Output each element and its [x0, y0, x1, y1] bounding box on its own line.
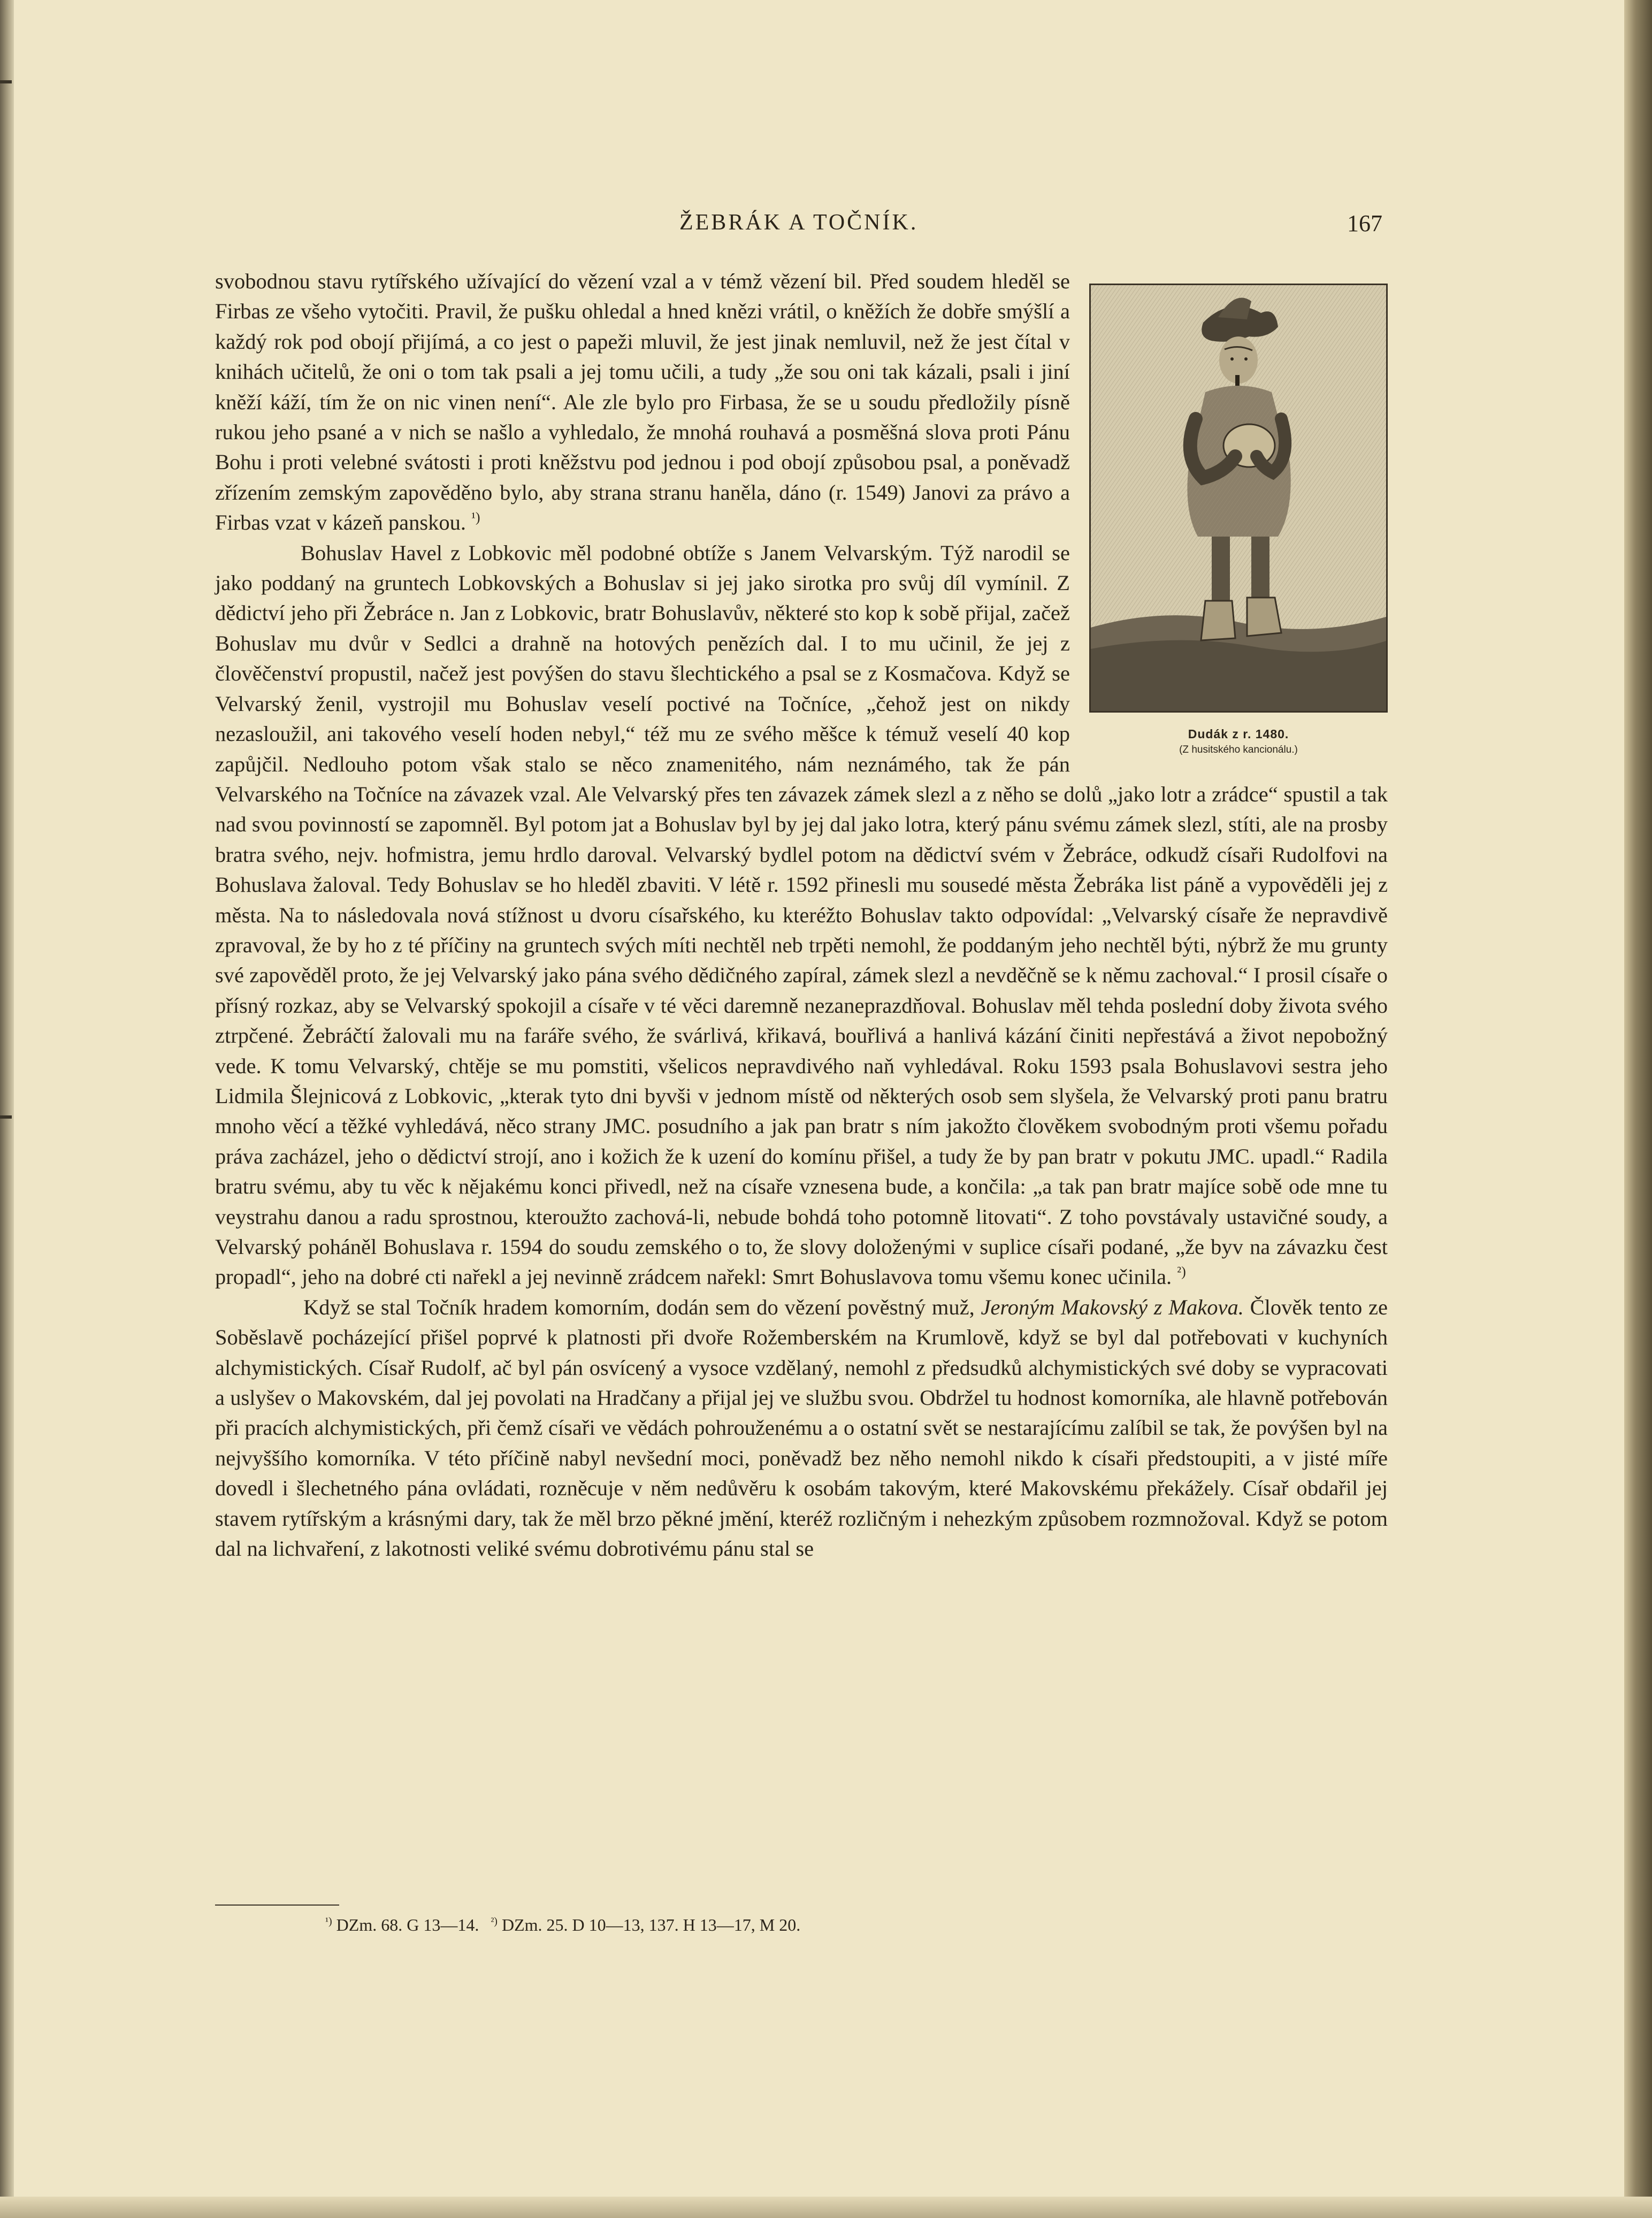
footnote-1-text: DZm. 68. G 13—14.	[336, 1915, 479, 1934]
footnote-ref-2: ²)	[1177, 1264, 1186, 1280]
footnote-2-mark: ²)	[491, 1915, 498, 1928]
binding-mark	[0, 1115, 12, 1119]
footnote-rule	[215, 1905, 339, 1906]
page-right-edge	[1624, 0, 1652, 2218]
page-left-edge	[0, 0, 14, 2218]
figure	[1089, 284, 1388, 758]
footnote-2	[491, 1915, 800, 1934]
paragraph-2-text: Bohuslav Havel z Lobkovic měl podobné obtíže s Janem Velvarským. Týž narodil se jako poddaný na gruntech Lobkovských a Bohuslav si jej jako sirotka pro svůj díl vymínil. Z dědictví jeho při Žebráce n. Jan z Lobkovic, bratr Bohuslavův, některé sto kop k sobě přijal, začež Bohuslav mu dvůr v Sedlci a drahně na hotových penězích dal. I to mu učinil, že jej z člověčenství propustil, načež jest povýšen do stavu šlechtického a psal se z Kosmačova. Když se Velvarský ženil, vystrojil mu Bohuslav veselí poctivé na Točníce, „čehož jest on nikdy nezasloužil, ani takového veselí hoden nebyl,“ též mu ze svého měšce k témuž veselí 40 kop zapůjčil. Nedlouho potom však stalo se něco znamenitého, nám neznámého, tak že pán Velvarského na Točníce na závazek vzal. Ale Velvarský přes ten závazek zámek slezl a z něho se dolů „jako lotr a zrádce“ spustil a tak nad svou povinností se zapomněl. Byl potom jat a Bohuslav byl by jej dal jako lotra, který pánu svému zámek slezl, stíti, ale na prosby bratra svého, nejv. hofmistra, jemu hrdlo daroval. Velvarský bydlel potom na dědictví svém v Žebráce, odkudž císaři Rudolfovi na Bohuslava žaloval. Tedy Bohuslav se ho hleděl zbaviti. V létě r. 1592 přinesli mu sousedé města Žebráka list páně a vypověděli jej z města. Na to následovala nová stížnost u dvoru císařského, ku kteréžto Bohuslav takto odpovídal: „Velvarský císaře že nepravdivě zpravoval, že by ho z té příčiny na gruntech svých míti nechtěl neb trpěti nemohl, že poddaným jeho nechtěl býti, nýbrž že mu grunty své zapověděl proto, že jej Velvarský jako pána svého dědičného zapíral, zámek slezl a nevděčně se k němu zachoval.“ I prosil císaře o přísný rozkaz, aby se Velvarský spokojil a císaře v té věci daremně nezaneprazdňoval. Bohuslav měl tehda poslední doby života svého ztrpčené. Žebráčtí žalovali mu na faráře svého, že svárlivá, křikavá, bouřlivá a hanlivá kázání činiti nepřestává a život nepobožný vede. K tomu Velvarský, chtěje se mu pomstiti, všelicos nepravdivého naň vyhledával. Roku 1593 psala Bohuslavovi sestra jeho Lidmila Šlejnicová z Lobkovic, „kterak tyto dni byvši v jednom místě od některých osob sem slyšela, že Velvarský proti panu bratru mnoho věcí a těžké vyhledává, něco strany JMC. posudního a jak pan bratr s ním jakožto člověkem svobodným proti všemu pořadu práva zacházel, jeho o dědictví strojí, ano i kožich že k uzení do komínu přišel, a tudy že by pan bratr v pokutu JMC. upadl.“ Radila bratru svému, aby tu věc k nějakému konci přivedl, než na císaře vznesena bude, a končila: „a tak pan bratr majíce sobě ode mne tu veystrahu danou a radu sprostnou, kteroužto zachová-li, nebude bohdá toho potomně litovati“. Z toho povstávaly ustavičné soudy, a Velvarský poháněl Bohuslava r. 1594 do soudu zemského o to, že slovy doloženými v suplice císaři podané, „že byv na závazku čest propadl“, jeho na dobré cti nařekl a jej nevinně zrádcem nařekl: Smrt Bohuslavova tomu všemu konec učinila.	[215, 540, 1388, 1289]
running-head: ŽEBRÁK A TOČNÍK.	[679, 210, 919, 235]
figure-source: (Z husitského kancionálu.)	[1179, 744, 1298, 755]
footnote-1	[325, 1915, 479, 1934]
person-name-makovsky: Jeroným Makovský z Makova.	[981, 1295, 1244, 1319]
footnote-2-text: DZm. 25. D 10—13, 137. H 13—17, M 20.	[501, 1915, 801, 1934]
bagpiper-illustration	[1091, 285, 1386, 711]
page-bottom-edge	[0, 2197, 1652, 2218]
paragraph-1-text: svobodnou stavu rytířského užívající do vězení vzal a v témž vězení bil. Před soudem hleděl se Firbas ze všeho vytočiti. Pravil, že pušku ohledal a hned knězi vrátil, o kněžích že dobře smýšlí a každý rok pod obojí přijímá, a co jest o papeži mluvil, že jest jinak nemluvil, než že jest čítal v knihách učitelů, že oni o tom tak psali a jej tomu učili, a tudy „že sou oni tak kázali, psali i jiní kněží káží, tím že on nic vinen není“. Ale zle bylo pro Firbasa, že se u soudu předložily písně rukou jeho psané a v nich se našlo a vyhledalo, že mnohá rouhavá a posměšná slova proti Pánu Bohu i proti velebné svátosti i proti kněžstvu pod jednou i pod obojí způsobou psal, a poněvadž zřízením zemským zapověděno bylo, aby strana stranu haněla, dáno (r. 1549) Janovi za právo a Firbas vzat v kázeň panskou.	[215, 269, 1070, 535]
text-block	[215, 266, 1388, 1564]
binding-mark	[0, 80, 12, 83]
footnote-1-mark: ¹)	[325, 1915, 332, 1928]
footnote-ref-1: ¹)	[471, 509, 480, 525]
paragraph-3-start: Když se stal Točník hradem komorním, dodán sem do vězení pověstný muž,	[303, 1295, 981, 1319]
paragraph-3	[215, 1292, 1388, 1564]
figure-illustration	[1089, 284, 1388, 713]
paragraph-3-rest: Člověk tento ze Soběslavě pocházející přišel poprvé k platnosti při dvoře Rožemberském na Krumlově, když se byl dal potřebovati v kuchyních alchymistických. Císař Rudolf, ač byl pán osvícený a vysoce vzdělaný, nemohl z předsudků alchymistických své doby se vypracovati a uslyšev o Makovském, dal jej povolati na Hradčany a přijal jej ve službu svou. Obdržel tu hodnost komorníka, ale hlavně potřebován při pracích alchymistických, při čemž císaři ve vědách pohrouženému a o ostatní svět se nestarajícímu zalíbil se tak, že povýšen byl na nejvyššího komorníka. V této příčině nabyl nevšední moci, poněvadž bez něho nemohl nikdo k císaři předstoupiti, a v jisté míře dovedl i šlechetného pána ovládati, rozněcuje v něm nedůvěru k osobám takovým, které Makovskému překážely. Císař obdařil jej stavem rytířským a krásnými dary, tak že měl brzo pěkné jmění, kteréž rozličným i nehezkým způsobem rozmnožoval. Když se potom dal na lichvaření, z lakotnosti veliké svému dobrotivému pánu stal se	[215, 1295, 1388, 1561]
footnotes	[325, 1912, 808, 1938]
figure-caption: Dudák z r. 1480.	[1188, 727, 1289, 741]
page-number: 167	[1347, 210, 1382, 236]
